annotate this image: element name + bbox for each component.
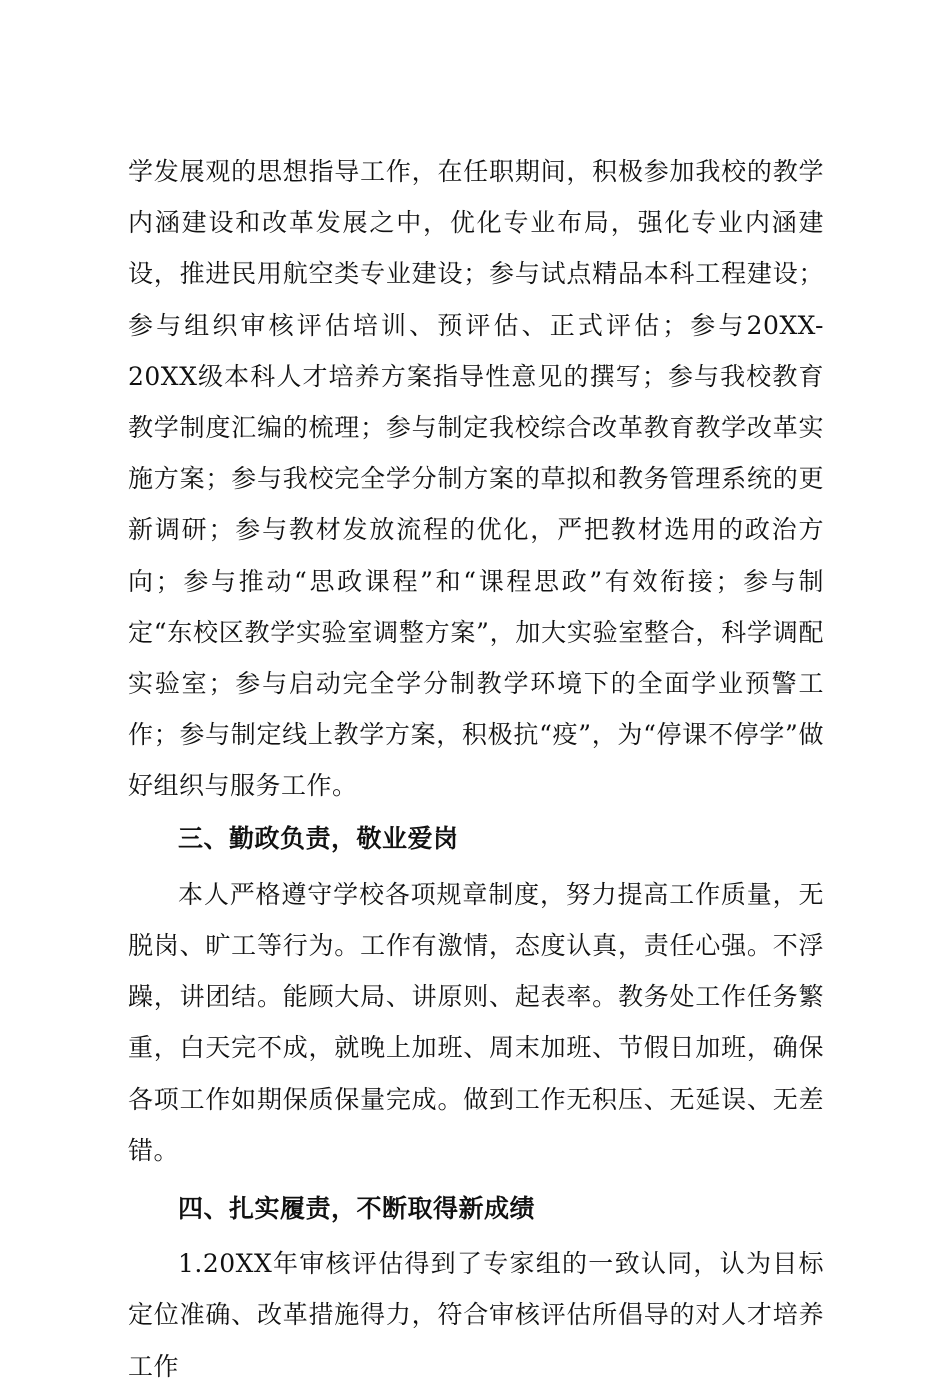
section-3-paragraph: 本人严格遵守学校各项规章制度，努力提高工作质量，无脱岗、旷工等行为。工作有激情，态度认真，责任心强。不浮躁，讲团结。能顾大局、讲原则、起表率。教务处工作任务繁重，白天完不成，就晚上加班、周末加班、节假日加班，确保各项工作如期保质保量完成。做到工作无积压、无延误、无差错。	[128, 879, 824, 1165]
document-body	[128, 146, 824, 1392]
continuation-paragraph: 学发展观的思想指导工作，在任职期间，积极参加我校的教学内涵建设和改革发展之中，优化专业布局，强化专业内涵建设，推进民用航空类专业建设；参与试点精品本科工程建设；参与组织审核评估培训、预评估、正式评估；参与20XX-20XX级本科人才培养方案指导性意见的撰写；参与我校教育教学制度汇编的梳理；参与制定我校综合改革教育教学改革实施方案；参与我校完全学分制方案的草拟和教务管理系统的更新调研；参与教材发放流程的优化，严把教材选用的政治方向；参与推动“思政课程”和“课程思政”有效衔接；参与制定“东校区教学实验室调整方案”，加大实验室整合，科学调配实验室；参与启动完全学分制教学环境下的全面学业预警工作；参与制定线上教学方案，积极抗“疫”，为“停课不停学”做好组织与服务工作。	[128, 157, 824, 801]
section-4-paragraph: 1.20XX年审核评估得到了专家组的一致认同，认为目标定位准确、改革措施得力，符合审核评估所倡导的对人才培养工作	[128, 1249, 824, 1381]
section-4-heading: 四、扎实履责，不断取得新成绩	[178, 1194, 536, 1224]
section-3-heading: 三、勤政负责，敬业爱岗	[178, 823, 459, 853]
